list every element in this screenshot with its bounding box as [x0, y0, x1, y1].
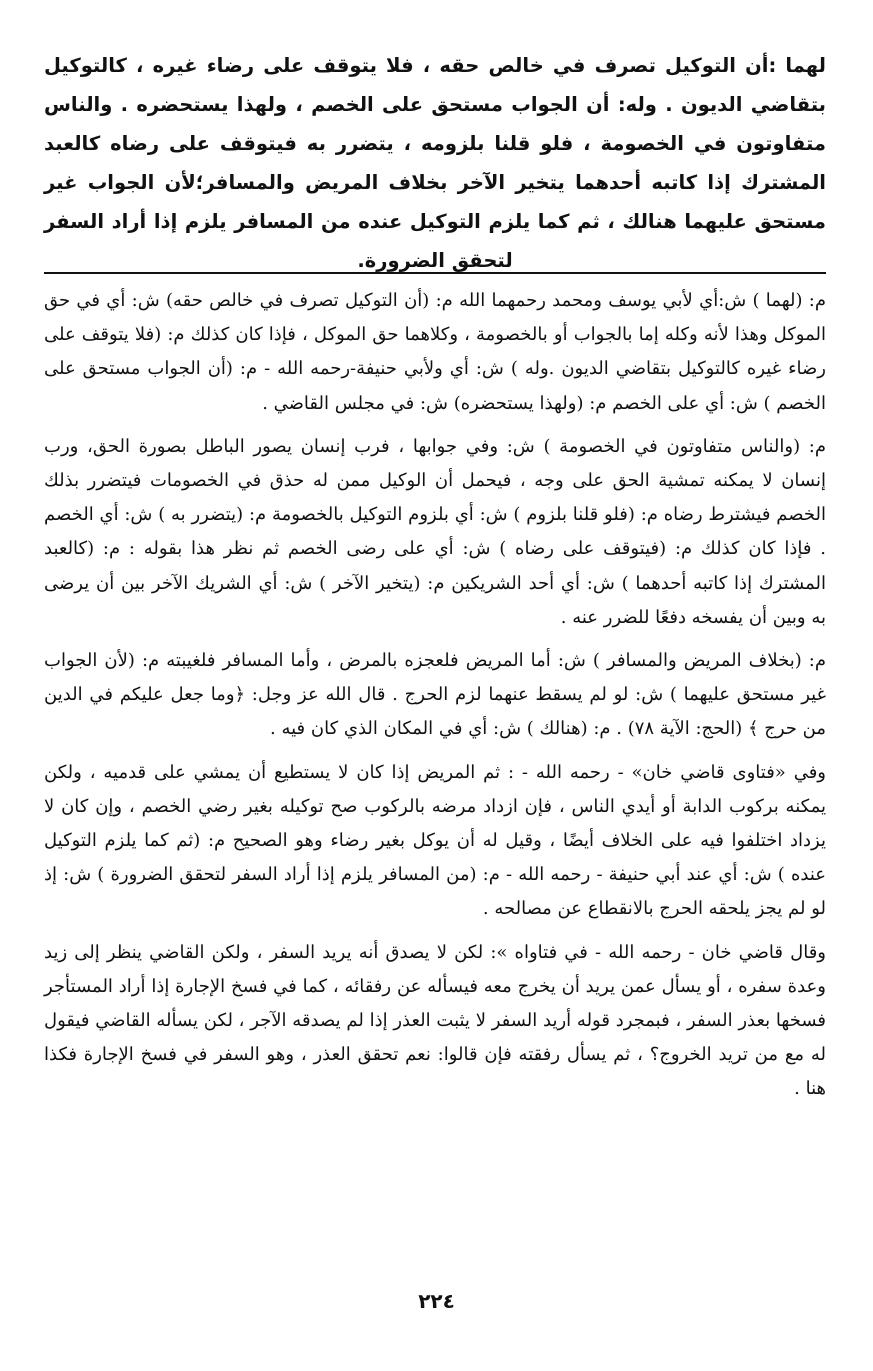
- commentary-paragraph: وقال قاضي خان - رحمه الله - في فتاواه »: لكن لا يصدق أنه يريد السفر ، ولكن القاضي ينظر إلى زيد وعدة سفره ، أو يسأل عمن يريد أن يخرج معه فيسأله عن رفقائه ، كما في فسخ الإجارة إذا أراد المستأجر فسخها بعذر السفر ، فبمجرد قوله أريد السفر لا يثبت العذر إذا لم يصدقه الآجر ، لكن يسأله القاضي فيقول له مع من تريد الخروج؟ ، ثم يسأل رفقته فإن قالوا: نعم تحقق العذر ، وهو السفر في فسخ الإجارة فكذا هنا .: [44, 941, 826, 1100]
- matn-text: لهما :أن التوكيل تصرف في خالص حقه ، فلا يتوقف على رضاء غيره ، كالتوكيل بتقاضي الديون . وله: أن الجواب مستحق على الخصم ، ولهذا يستحضره . والناس متفاوتون في الخصومة ، فلو قلنا بلزومه ، يتضرر به فيتوقف على رضاه كالعبد المشترك إذا كاتبه أحدهما يتخير الآخر بخلاف المريض والمسافر؛لأن الجواب غير مستحق عليهما هنالك ، ثم كما يلزم التوكيل عنده من المسافر يلزم إذا أراد السفر لتحقق الضرورة.: [44, 54, 826, 272]
- commentary-paragraph: م: (والناس متفاوتون في الخصومة ) ش: وفي جوابها ، فرب إنسان يصور الباطل بصورة الحق، ورب إنسان لا يمكنه تمشية الحق على وجه ، فيحمل أن الوكيل ممن له حذق في الخصومات فيتضرر بذلك الخصم فيشترط رضاه م: (فلو قلنا بلزوم ) ش: أي بلزوم التوكيل بالخصومة م: (يتضرر به ) ش: أي الخصم . فإذا كان كذلك م: (فيتوقف على رضاه ) ش: أي على رضى الخصم ثم نظر هذا بقوله : م: (كالعبد المشترك إذا كاتبه أحدهما ) ش: أي أحد الشريكين م: (يتخير الآخر ) ش: أي الشريك الآخر بين أن يرضى به وبين أن يفسخه دفعًا للضرر عنه .: [44, 435, 826, 628]
- commentary-paragraph: م: (لهما ) ش:أي لأبي يوسف ومحمد رحمهما الله م: (أن التوكيل تصرف في خالص حقه) ش: أي في حق الموكل وهذا لأنه وكله إما بالجواب أو بالخصومة ، وكلاهما حق الموكل ، فإذا كان كذلك م: (فلا يتوقف على رضاء غيره كالتوكيل بتقاضي الديون .وله ) ش: أي ولأبي حنيفة-رحمه الله - م: (أن الجواب مستحق على الخصم ) ش: أي على الخصم م: (ولهذا يستحضره) ش: في مجلس القاضي .: [44, 290, 826, 414]
- document-page: [44, 46, 826, 1346]
- commentary: [44, 284, 826, 1107]
- commentary-paragraph: وفي «فتاوى قاضي خان» - رحمه الله - : ثم المريض إذا كان لا يستطيع أن يمشي على قدميه ، ولكن يمكنه بركوب الدابة أو أيدي الناس ، فإن ازداد مرضه بالركوب صح توكيله بغير رضي الخصم ، وإن كان لا يزداد اختلفوا فيه على الخلاف أيضًا ، وقيل له أن يوكل بغير رضاء وهو الصحيح م: (ثم كما يلزم التوكيل عنده ) ش: أي عند أبي حنيفة - رحمه الله - م: (من المسافر يلزم إذا أراد السفر لتحقق الضرورة ) ش: إذ لو لم يجز يلحقه الحرج بالانقطاع عن مصالحه .: [44, 761, 826, 920]
- commentary-paragraph: م: (بخلاف المريض والمسافر ) ش: أما المريض فلعجزه بالمرض ، وأما المسافر فلغيبته م: (لأن الجواب غير مستحق عليهما ) ش: لو لم يسقط عنهما لزم الحرج . قال الله عز وجل: ﴿وما جعل عليكم في الدين من حرج ﴾ (الحج: الآية ٧٨) . م: (هنالك ) ش: أي في المكان الذي كان فيه .: [44, 650, 826, 740]
- page-number: ٢٢٤: [418, 1289, 455, 1313]
